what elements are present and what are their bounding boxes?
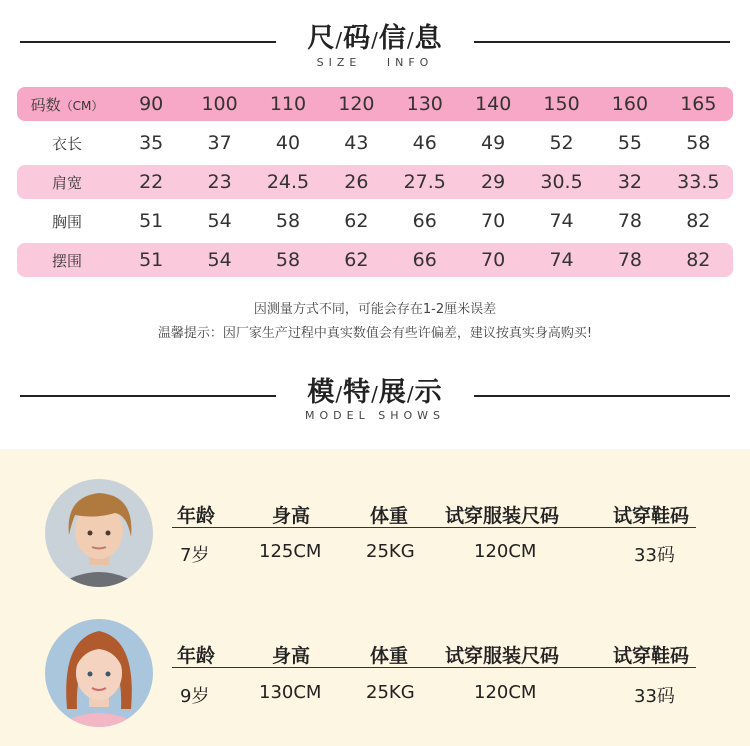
size-header-cell: 130 [406,93,443,115]
size-cell: 30.5 [540,171,583,193]
model-photo [45,479,153,587]
size-header-cell: 165 [680,93,717,115]
size-cell: 55 [617,132,643,154]
size-info-subtitle: SIZE INFO [316,56,434,69]
size-header-cell: 100 [201,93,238,115]
size-cell: 35 [139,132,164,154]
shoe-size-header: 试穿鞋码 [613,645,690,667]
size-row-shoulder [17,165,733,199]
size-cell: 46 [412,132,437,154]
height-header: 身高 [272,505,311,527]
row-label: 衣长 [51,134,82,153]
model-clothing-size: 120CM [474,682,537,703]
size-cell: 78 [617,210,643,232]
size-cell: 32 [617,171,643,193]
clothing-size-header: 试穿服装尺码 [445,505,560,527]
size-cell: 37 [207,132,232,154]
model-shows-heading [0,364,750,424]
size-cell: 33.5 [677,171,720,193]
size-cell: 51 [139,249,164,271]
size-header-cell: 110 [269,93,307,115]
size-cell: 66 [412,249,437,271]
size-cell: 82 [686,210,711,232]
size-cell: 82 [686,249,711,271]
size-header-cell: 90 [139,93,164,115]
size-header-cell: 140 [475,93,512,115]
weight-header: 体重 [370,645,409,667]
model-age: 9岁 [180,686,210,707]
model-shows-title: 模/特/展/示 [307,377,443,408]
model-shows-subtitle: MODEL SHOWS [305,409,445,422]
measurement-note: 因测量方式不同，可能会存在1-2厘米误差 [253,302,497,317]
model-area [0,449,750,746]
model-height: 125CM [259,541,322,562]
model-age: 7岁 [180,545,210,566]
size-cell: 51 [139,210,164,232]
age-header: 年龄 [177,645,216,667]
size-cell: 27.5 [403,171,446,193]
size-cell: 58 [275,249,301,271]
size-cell: 40 [275,132,301,154]
row-label: 摆围 [51,251,82,270]
size-cell: 74 [549,210,574,232]
size-header-cell: 160 [611,93,649,115]
header-underline [172,667,696,668]
size-cell: 23 [207,171,232,193]
model-height: 130CM [259,682,322,703]
size-cell: 62 [344,210,369,232]
size-cell: 74 [549,249,574,271]
model-card [0,619,750,746]
model-weight: 25KG [366,541,415,562]
size-info-heading [0,10,750,70]
size-cell: 58 [275,210,301,232]
size-cell: 70 [481,249,506,271]
size-cell: 54 [207,210,232,232]
size-cell: 66 [412,210,437,232]
warm-tip-note: 温馨提示：因厂家生产过程中真实数值会有些许偏差，建议按真实身高购买! [157,326,593,341]
age-header: 年龄 [177,505,216,527]
size-row-chest [17,204,733,238]
header-underline [172,527,696,528]
shoe-size-header: 试穿鞋码 [613,505,690,527]
size-table [17,87,733,282]
size-cell: 49 [481,132,506,154]
size-cell: 26 [344,171,369,193]
size-cell: 29 [481,171,506,193]
clothing-size-header: 试穿服装尺码 [445,645,560,667]
model-card [0,479,750,609]
size-table-header-row [17,87,733,121]
size-cell: 54 [207,249,232,271]
model-shoe-size: 33码 [634,686,675,707]
size-row-length [17,126,733,160]
size-cell: 62 [344,249,369,271]
size-info-title: 尺/码/信/息 [307,23,443,54]
size-cell: 70 [481,210,506,232]
row-label: 肩宽 [51,173,82,192]
size-cell: 43 [344,132,369,154]
size-cell: 24.5 [266,171,310,193]
model-clothing-size: 120CM [474,541,537,562]
size-cell: 52 [549,132,574,154]
model-weight: 25KG [366,682,415,703]
size-cell: 22 [139,171,164,193]
size-row-hem [17,243,733,277]
size-header-label: 码数（CM） [30,95,104,114]
size-cell: 58 [686,132,711,154]
size-header-cell: 120 [338,93,375,115]
weight-header: 体重 [370,505,409,527]
size-cell: 78 [617,249,643,271]
height-header: 身高 [272,645,311,667]
model-photo [45,619,153,727]
model-shoe-size: 33码 [634,545,675,566]
size-header-cell: 150 [543,93,580,115]
row-label: 胸围 [51,212,82,231]
